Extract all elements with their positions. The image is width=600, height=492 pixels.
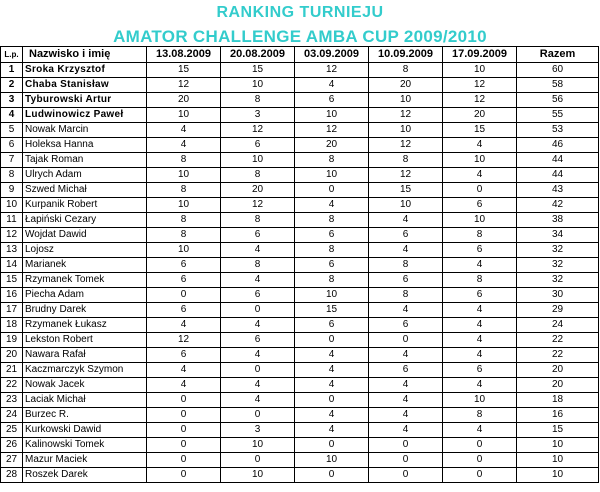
rank-position: 23 [1,393,23,408]
total-score: 38 [517,213,599,228]
round-score: 4 [369,213,443,228]
player-name: Holeksa Hanna [23,138,147,153]
round-score: 6 [221,228,295,243]
round-score: 10 [369,123,443,138]
round-score: 4 [369,393,443,408]
col-header-lp: L.p. [1,47,23,63]
player-name: Chaba Stanisław [23,78,147,93]
total-score: 53 [517,123,599,138]
round-score: 4 [221,273,295,288]
table-row [1,453,599,468]
round-score: 0 [221,363,295,378]
round-score: 8 [295,213,369,228]
round-score: 10 [147,243,221,258]
table-row [1,228,599,243]
table-row [1,243,599,258]
round-score: 6 [369,228,443,243]
player-name: Łapiński Cezary [23,213,147,228]
round-score: 6 [147,348,221,363]
round-score: 0 [147,468,221,483]
round-score: 4 [295,378,369,393]
round-score: 3 [221,108,295,123]
total-score: 18 [517,393,599,408]
table-row [1,153,599,168]
round-score: 4 [295,348,369,363]
round-score: 12 [369,108,443,123]
round-score: 10 [295,453,369,468]
round-score: 4 [369,378,443,393]
round-score: 20 [443,108,517,123]
round-score: 8 [295,273,369,288]
round-score: 4 [443,303,517,318]
total-score: 32 [517,273,599,288]
col-header-date-4: 10.09.2009 [369,47,443,63]
round-score: 0 [147,393,221,408]
round-score: 4 [443,138,517,153]
round-score: 6 [295,258,369,273]
round-score: 12 [369,138,443,153]
total-score: 42 [517,198,599,213]
round-score: 4 [369,423,443,438]
round-score: 15 [443,123,517,138]
round-score: 20 [369,78,443,93]
player-name: Kurpanik Robert [23,198,147,213]
total-score: 15 [517,423,599,438]
round-score: 0 [221,453,295,468]
table-row [1,303,599,318]
rank-position: 21 [1,363,23,378]
round-score: 10 [221,468,295,483]
total-score: 10 [517,453,599,468]
round-score: 0 [295,183,369,198]
round-score: 6 [221,138,295,153]
player-name: Lojosz [23,243,147,258]
rank-position: 24 [1,408,23,423]
round-score: 0 [369,453,443,468]
player-name: Kaczmarczyk Szymon [23,363,147,378]
round-score: 10 [295,288,369,303]
round-score: 10 [443,213,517,228]
round-score: 12 [295,123,369,138]
round-score: 4 [443,168,517,183]
total-score: 55 [517,108,599,123]
round-score: 6 [147,258,221,273]
total-score: 32 [517,258,599,273]
player-name: Nawara Rafał [23,348,147,363]
round-score: 10 [221,438,295,453]
round-score: 10 [147,168,221,183]
round-score: 4 [443,258,517,273]
player-name: Nowak Jacek [23,378,147,393]
rank-position: 5 [1,123,23,138]
round-score: 6 [147,303,221,318]
round-score: 8 [147,183,221,198]
round-score: 4 [369,243,443,258]
round-score: 8 [221,93,295,108]
player-name: Kalinowski Tomek [23,438,147,453]
rank-position: 7 [1,153,23,168]
table-row [1,423,599,438]
rank-position: 16 [1,288,23,303]
col-header-date-2: 20.08.2009 [221,47,295,63]
table-row [1,393,599,408]
table-row [1,138,599,153]
player-name: Tyburowski Artur [23,93,147,108]
rank-position: 12 [1,228,23,243]
rank-position: 15 [1,273,23,288]
player-name: Kurkowski Dawid [23,423,147,438]
rank-position: 1 [1,63,23,78]
table-row [1,93,599,108]
round-score: 10 [147,198,221,213]
rank-position: 9 [1,183,23,198]
round-score: 4 [295,408,369,423]
rank-position: 26 [1,438,23,453]
total-score: 46 [517,138,599,153]
round-score: 10 [369,93,443,108]
table-row [1,198,599,213]
total-score: 29 [517,303,599,318]
total-score: 22 [517,333,599,348]
round-score: 6 [443,363,517,378]
round-score: 4 [221,243,295,258]
total-score: 58 [517,78,599,93]
round-score: 8 [369,258,443,273]
round-score: 10 [443,153,517,168]
round-score: 4 [221,318,295,333]
round-score: 8 [369,63,443,78]
round-score: 0 [147,288,221,303]
total-score: 24 [517,318,599,333]
round-score: 4 [147,123,221,138]
round-score: 12 [147,78,221,93]
round-score: 8 [221,258,295,273]
player-name: Piecha Adam [23,288,147,303]
player-name: Brudny Darek [23,303,147,318]
total-score: 43 [517,183,599,198]
round-score: 4 [221,348,295,363]
rank-position: 20 [1,348,23,363]
table-row [1,438,599,453]
round-score: 4 [443,318,517,333]
round-score: 0 [295,468,369,483]
round-score: 20 [221,183,295,198]
round-score: 6 [295,318,369,333]
total-score: 44 [517,168,599,183]
round-score: 4 [369,348,443,363]
round-score: 4 [443,348,517,363]
total-score: 44 [517,153,599,168]
round-score: 0 [443,468,517,483]
table-row [1,183,599,198]
player-name: Ludwinowicz Paweł [23,108,147,123]
round-score: 6 [369,318,443,333]
round-score: 15 [295,303,369,318]
page-title: RANKING TURNIEJU [216,4,384,21]
round-score: 20 [147,93,221,108]
round-score: 0 [295,438,369,453]
table-row [1,168,599,183]
round-score: 10 [443,63,517,78]
round-score: 8 [443,228,517,243]
round-score: 0 [295,393,369,408]
rank-position: 2 [1,78,23,93]
col-header-date-3: 03.09.2009 [295,47,369,63]
rank-position: 8 [1,168,23,183]
table-row [1,108,599,123]
rank-position: 10 [1,198,23,213]
total-score: 22 [517,348,599,363]
table-row [1,333,599,348]
table-row [1,273,599,288]
total-score: 20 [517,378,599,393]
table-row [1,288,599,303]
table-row [1,363,599,378]
round-score: 6 [443,243,517,258]
round-score: 4 [147,378,221,393]
round-score: 0 [221,408,295,423]
player-name: Burzec R. [23,408,147,423]
total-score: 60 [517,63,599,78]
table-row [1,468,599,483]
round-score: 10 [221,78,295,93]
round-score: 12 [443,78,517,93]
round-score: 0 [443,183,517,198]
player-name: Tajak Roman [23,153,147,168]
round-score: 10 [443,393,517,408]
round-score: 12 [369,168,443,183]
rank-position: 25 [1,423,23,438]
round-score: 4 [443,333,517,348]
table-row [1,123,599,138]
round-score: 4 [147,138,221,153]
round-score: 15 [369,183,443,198]
round-score: 6 [369,363,443,378]
round-score: 15 [221,63,295,78]
round-score: 8 [443,273,517,288]
player-name: Nowak Marcin [23,123,147,138]
player-name: Marianek [23,258,147,273]
round-score: 15 [147,63,221,78]
rank-position: 11 [1,213,23,228]
table-row [1,78,599,93]
round-score: 6 [443,288,517,303]
round-score: 4 [295,78,369,93]
rank-position: 4 [1,108,23,123]
col-header-name: Nazwisko i imię [23,47,147,63]
round-score: 0 [147,423,221,438]
round-score: 10 [369,198,443,213]
round-score: 10 [147,108,221,123]
player-name: Lekston Robert [23,333,147,348]
rank-position: 6 [1,138,23,153]
total-score: 10 [517,438,599,453]
round-score: 4 [221,393,295,408]
round-score: 6 [295,93,369,108]
round-score: 4 [369,408,443,423]
rank-position: 19 [1,333,23,348]
round-score: 4 [443,378,517,393]
round-score: 8 [147,228,221,243]
round-score: 10 [295,108,369,123]
round-score: 8 [295,153,369,168]
round-score: 0 [147,438,221,453]
rank-position: 14 [1,258,23,273]
total-score: 16 [517,408,599,423]
round-score: 8 [369,153,443,168]
player-name: Rzymanek Tomek [23,273,147,288]
table-row [1,213,599,228]
total-score: 56 [517,93,599,108]
player-name: Wojdat Dawid [23,228,147,243]
player-name: Ulrych Adam [23,168,147,183]
round-score: 4 [295,198,369,213]
total-score: 10 [517,468,599,483]
round-score: 8 [147,153,221,168]
round-score: 8 [369,288,443,303]
table-row [1,348,599,363]
round-score: 12 [295,63,369,78]
rank-position: 13 [1,243,23,258]
round-score: 12 [221,198,295,213]
round-score: 6 [221,333,295,348]
round-score: 0 [147,453,221,468]
round-score: 12 [147,333,221,348]
round-score: 0 [369,333,443,348]
round-score: 20 [295,138,369,153]
round-score: 0 [221,303,295,318]
rank-position: 28 [1,468,23,483]
round-score: 4 [443,423,517,438]
round-score: 4 [147,318,221,333]
round-score: 4 [369,303,443,318]
table-row [1,408,599,423]
round-score: 4 [295,363,369,378]
rank-position: 17 [1,303,23,318]
table-row [1,378,599,393]
round-score: 10 [221,153,295,168]
player-name: Rzymanek Łukasz [23,318,147,333]
total-score: 30 [517,288,599,303]
player-name: Roszek Darek [23,468,147,483]
rank-position: 27 [1,453,23,468]
player-name: Mazur Maciek [23,453,147,468]
player-name: Szwed Michał [23,183,147,198]
round-score: 10 [295,168,369,183]
round-score: 6 [369,273,443,288]
player-name: Sroka Krzysztof [23,63,147,78]
rank-position: 22 [1,378,23,393]
table-row [1,63,599,78]
table-row [1,258,599,273]
tournament-subtitle: AMATOR CHALLENGE AMBA CUP 2009/2010 [113,27,487,46]
table-row [1,318,599,333]
ranking-body [1,63,599,483]
round-score: 0 [147,408,221,423]
round-score: 8 [221,213,295,228]
round-score: 8 [147,213,221,228]
round-score: 6 [443,198,517,213]
round-score: 6 [295,228,369,243]
round-score: 6 [147,273,221,288]
header-row [1,47,599,63]
round-score: 0 [443,438,517,453]
round-score: 0 [369,438,443,453]
round-score: 0 [443,453,517,468]
round-score: 0 [369,468,443,483]
round-score: 8 [443,408,517,423]
col-header-date-1: 13.08.2009 [147,47,221,63]
round-score: 12 [221,123,295,138]
round-score: 4 [147,363,221,378]
col-header-total: Razem [517,47,599,63]
total-score: 20 [517,363,599,378]
round-score: 0 [295,333,369,348]
round-score: 12 [443,93,517,108]
total-score: 34 [517,228,599,243]
round-score: 4 [295,423,369,438]
rank-position: 18 [1,318,23,333]
round-score: 4 [221,378,295,393]
round-score: 6 [221,288,295,303]
ranking-table [0,46,599,483]
player-name: Laciak Michał [23,393,147,408]
rank-position: 3 [1,93,23,108]
round-score: 8 [221,168,295,183]
round-score: 3 [221,423,295,438]
total-score: 32 [517,243,599,258]
round-score: 8 [295,243,369,258]
col-header-date-5: 17.09.2009 [443,47,517,63]
